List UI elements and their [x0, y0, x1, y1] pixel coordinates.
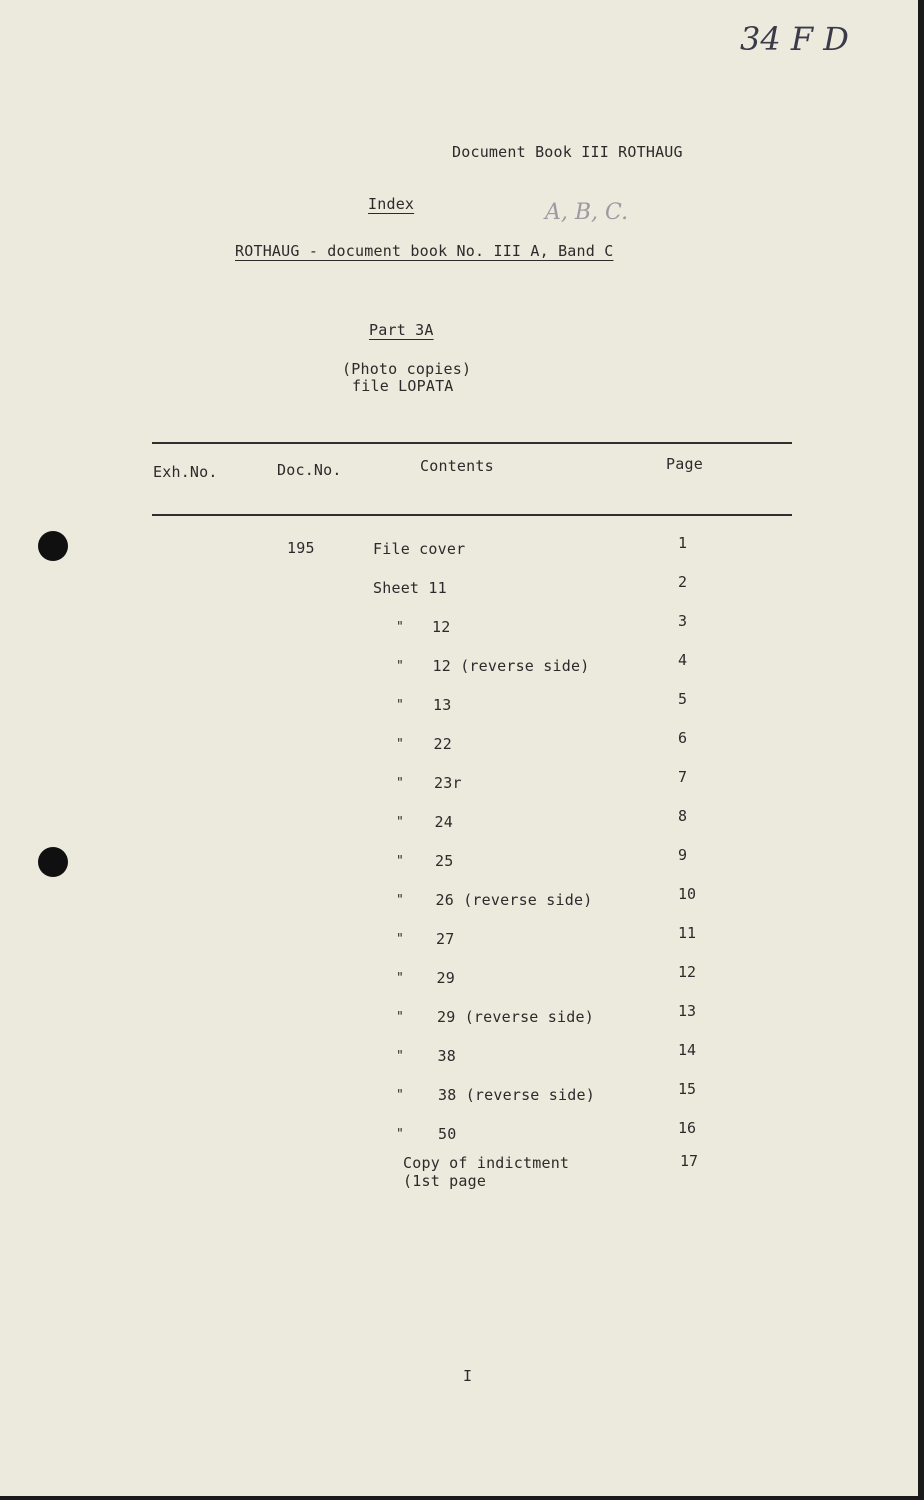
ditto-mark: "	[396, 971, 404, 986]
row-contents: Sheet 11	[373, 579, 447, 597]
row-contents: 24	[434, 813, 453, 831]
row-page: 10	[678, 885, 697, 903]
ditto-mark: "	[396, 776, 404, 791]
row-page: 7	[678, 768, 688, 786]
row-contents: 13	[433, 696, 452, 714]
row-page: 6	[678, 729, 688, 747]
doc-number: 195	[287, 539, 315, 557]
row-contents: 27	[436, 930, 455, 948]
pencil-note: A, B, C.	[545, 200, 629, 225]
row-contents: 29 (reverse side)	[437, 1008, 594, 1026]
row-page: 3	[678, 612, 688, 630]
ditto-mark: "	[396, 737, 404, 752]
last-row-page: 17	[680, 1152, 699, 1170]
part-heading: Part 3A	[369, 321, 434, 339]
column-header-page: Page	[666, 455, 703, 473]
row-contents: 50	[438, 1125, 457, 1143]
last-row-contents-line2: (1st page	[403, 1172, 487, 1190]
row-contents: 38	[437, 1047, 456, 1065]
ditto-mark: "	[396, 1127, 404, 1142]
ditto-mark: "	[396, 698, 404, 713]
row-page: 12	[678, 963, 697, 981]
row-contents: File cover	[373, 540, 466, 558]
row-contents: 22	[433, 735, 452, 753]
row-page: 16	[678, 1119, 697, 1137]
punch-hole-top	[38, 531, 68, 561]
row-contents: 12	[432, 618, 451, 636]
ditto-mark: "	[396, 659, 404, 674]
row-page: 15	[678, 1080, 697, 1098]
row-contents: 25	[435, 852, 454, 870]
index-heading: Index	[368, 195, 415, 213]
ditto-mark: "	[396, 1088, 404, 1103]
ditto-mark: "	[396, 815, 404, 830]
ditto-mark: "	[396, 1010, 404, 1025]
footer-page-number: I	[463, 1367, 473, 1385]
ditto-mark: "	[396, 620, 404, 635]
last-row-contents-line1: Copy of indictment	[403, 1154, 570, 1172]
row-contents: 26 (reverse side)	[435, 891, 593, 909]
table-header-rule	[152, 514, 792, 516]
row-contents: 12 (reverse side)	[432, 657, 590, 675]
row-page: 8	[678, 807, 688, 825]
row-page: 9	[678, 846, 688, 864]
row-page: 4	[678, 651, 688, 669]
ditto-mark: "	[396, 854, 404, 869]
book-line: ROTHAUG - document book No. III A, Band C	[235, 242, 614, 260]
punch-hole-bottom	[38, 847, 68, 877]
column-header-contents: Contents	[420, 457, 494, 475]
column-header-doc: Doc.No.	[277, 461, 342, 479]
row-page: 1	[678, 534, 688, 552]
subtitle-photo-copies: (Photo copies)	[342, 360, 472, 378]
row-page: 11	[678, 924, 697, 942]
row-page: 5	[678, 690, 688, 708]
ditto-mark: "	[396, 932, 404, 947]
row-page: 13	[678, 1002, 697, 1020]
table-top-rule	[152, 442, 792, 444]
document-title: Document Book III ROTHAUG	[452, 143, 683, 161]
row-contents: 29	[436, 969, 455, 987]
row-page: 2	[678, 573, 688, 591]
ditto-mark: "	[396, 893, 404, 908]
subtitle-file: file LOPATA	[352, 377, 454, 395]
column-header-exh: Exh.No.	[153, 463, 218, 481]
row-contents: 38 (reverse side)	[438, 1086, 595, 1104]
row-page: 14	[678, 1041, 697, 1059]
handwritten-reference: 34 F D	[740, 20, 849, 58]
ditto-mark: "	[396, 1049, 404, 1064]
row-contents: 23r	[434, 774, 462, 792]
